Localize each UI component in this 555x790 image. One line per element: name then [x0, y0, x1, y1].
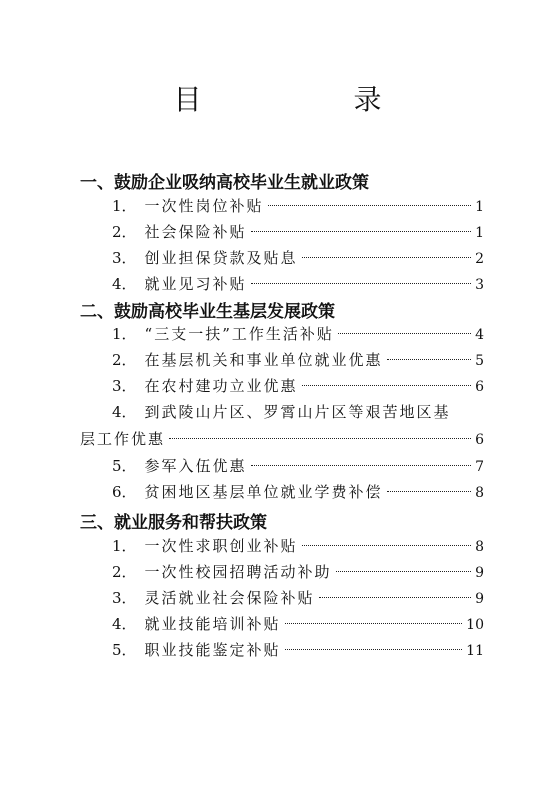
entry-title-continued: 层工作优惠 [80, 430, 166, 448]
toc-entry[interactable] [112, 195, 484, 219]
entry-title: 职业技能鉴定补贴 [144, 641, 281, 659]
dot-leader [268, 205, 472, 206]
section-heading-1: 一、鼓励企业吸纳高校毕业生就业政策 [80, 173, 369, 193]
entry-title: 在基层机关和事业单位就业优惠 [144, 351, 383, 369]
entry-number: 4． [112, 275, 137, 293]
entry-title: 就业见习补贴 [144, 275, 247, 293]
dot-leader [338, 333, 471, 334]
toc-entry[interactable] [112, 375, 484, 399]
entry-page-number: 10 [466, 617, 484, 633]
entry-title: 社会保险补贴 [144, 223, 247, 241]
toc-entry[interactable] [112, 535, 484, 559]
entry-number: 2． [112, 563, 137, 581]
dot-leader [387, 491, 472, 492]
entry-number: 4． [112, 403, 137, 421]
entry-title: 贫困地区基层单位就业学费补偿 [144, 483, 383, 501]
entry-page-number: 4 [475, 327, 484, 343]
toc-entry[interactable] [112, 587, 484, 611]
dot-leader [285, 623, 463, 624]
dot-leader [387, 359, 472, 360]
entry-title: 在农村建功立业优惠 [144, 377, 298, 395]
entry-page-number: 8 [475, 539, 484, 555]
toc-entry[interactable] [112, 273, 484, 297]
dot-leader [336, 571, 472, 572]
entry-number: 1． [112, 537, 137, 555]
section-heading-2: 二、鼓励高校毕业生基层发展政策 [80, 302, 335, 322]
entry-title: 创业担保贷款及贴息 [144, 249, 298, 267]
dot-leader [302, 545, 472, 546]
entry-page-number: 2 [475, 251, 484, 267]
entry-page-number: 9 [475, 565, 484, 581]
entry-title: 到武陵山片区、罗霄山片区等艰苦地区基 [144, 403, 451, 421]
entry-page-number: 11 [466, 643, 484, 659]
toc-entry[interactable] [112, 455, 484, 479]
entry-number: 5． [112, 457, 137, 475]
entry-number: 4． [112, 615, 137, 633]
entry-page-number: 3 [475, 277, 484, 293]
toc-entry[interactable] [112, 349, 484, 373]
dot-leader [285, 649, 463, 650]
toc-entry[interactable] [112, 481, 484, 505]
entry-page-number: 1 [475, 225, 484, 241]
dot-leader [319, 597, 472, 598]
section-heading-3: 三、就业服务和帮扶政策 [80, 513, 267, 533]
entry-page-number: 7 [475, 459, 484, 475]
entry-number: 3． [112, 377, 137, 395]
entry-title: 一次性岗位补贴 [144, 197, 264, 215]
entry-page-number: 5 [475, 353, 484, 369]
dot-leader [251, 465, 472, 466]
page-title: 目 录 [173, 83, 444, 116]
toc-entry[interactable] [112, 323, 484, 347]
entry-title: “三支一扶”工作生活补贴 [144, 325, 334, 343]
toc-entry[interactable] [112, 247, 484, 271]
entry-number: 1． [112, 325, 137, 343]
dot-leader [251, 283, 472, 284]
entry-number: 2． [112, 351, 137, 369]
entry-number: 1． [112, 197, 137, 215]
entry-page-number: 8 [475, 485, 484, 501]
toc-entry[interactable] [112, 639, 484, 663]
dot-leader [251, 231, 472, 232]
toc-entry[interactable] [112, 561, 484, 585]
entry-title: 一次性校园招聘活动补助 [144, 563, 332, 581]
entry-page-number: 1 [475, 199, 484, 215]
entry-number: 3． [112, 589, 137, 607]
dot-leader [302, 257, 472, 258]
toc-entry[interactable] [112, 221, 484, 245]
entry-title: 就业技能培训补贴 [144, 615, 281, 633]
dot-leader [169, 438, 471, 439]
toc-entry-wrapped-line1[interactable] [112, 401, 484, 422]
entry-title: 参军入伍优惠 [144, 457, 247, 475]
dot-leader [302, 385, 472, 386]
entry-number: 5． [112, 641, 137, 659]
entry-page-number: 9 [475, 591, 484, 607]
toc-entry-wrapped-line2[interactable] [80, 428, 484, 452]
entry-number: 2． [112, 223, 137, 241]
entry-title: 灵活就业社会保险补贴 [144, 589, 315, 607]
entry-page-number: 6 [475, 379, 484, 395]
entry-title: 一次性求职创业补贴 [144, 537, 298, 555]
toc-entry[interactable] [112, 613, 484, 637]
entry-number: 3． [112, 249, 137, 267]
entry-page-number: 6 [475, 432, 484, 448]
entry-number: 6． [112, 483, 137, 501]
